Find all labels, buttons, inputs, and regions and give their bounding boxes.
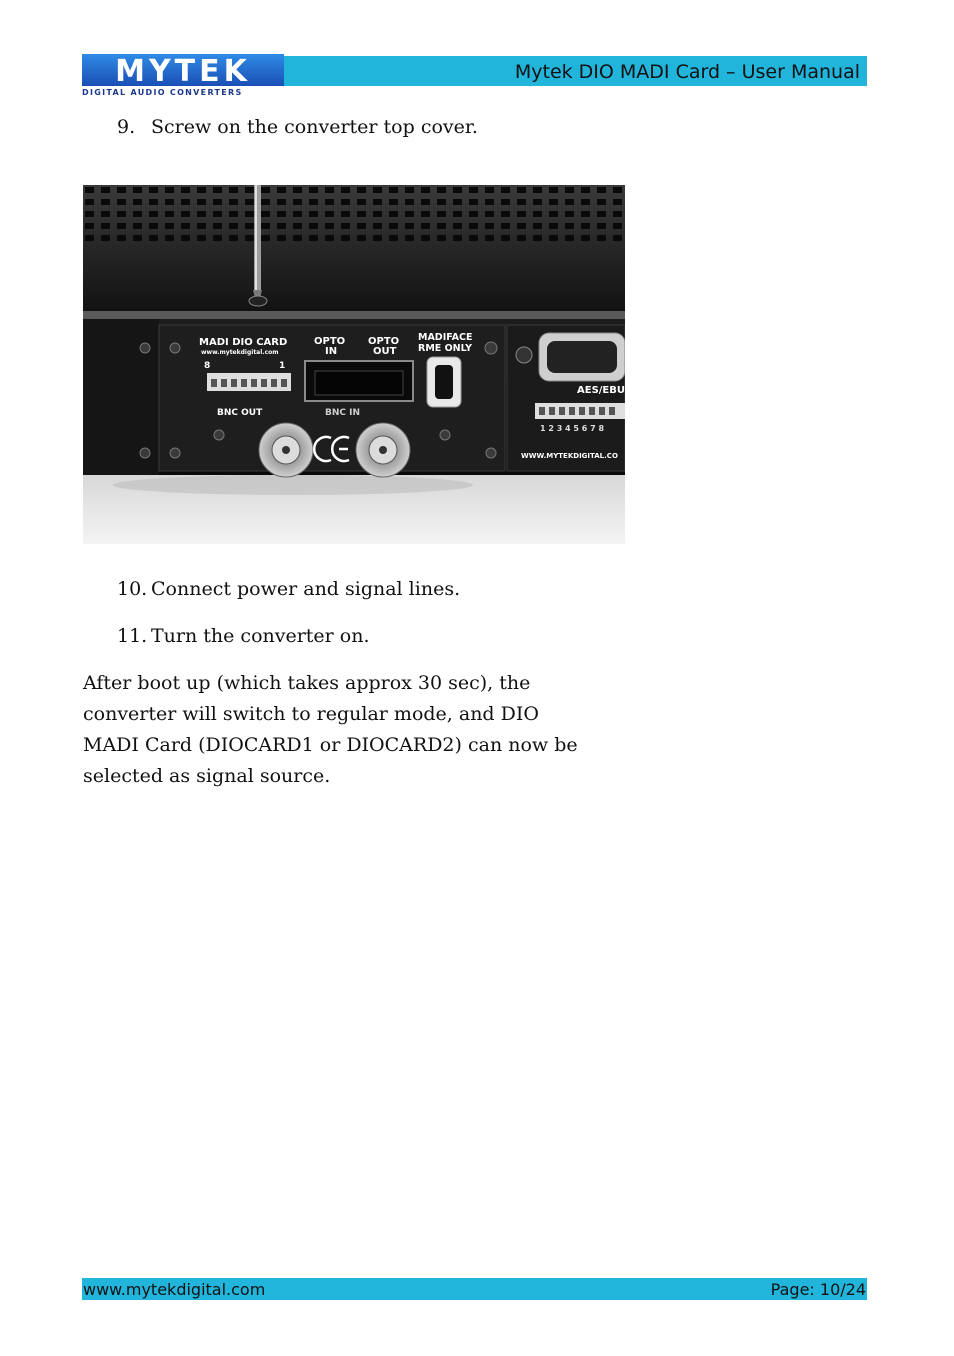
paragraph-line: After boot up (which takes approx 30 sec), the xyxy=(83,672,531,694)
document-title: Mytek DIO MADI Card – User Manual xyxy=(514,61,860,83)
page-number: Page: 10/24 xyxy=(770,1280,866,1299)
opto-in-label-2: IN xyxy=(325,346,338,357)
opto-out-label: OPTO xyxy=(368,336,400,347)
card-title-label: MADI DIO CARD xyxy=(199,337,288,348)
bnc-in-label: BNC IN xyxy=(325,408,361,418)
converter-back-panel-photo xyxy=(83,185,625,544)
step-number: 9. xyxy=(117,116,136,138)
logo-subtitle: DIGITAL AUDIO CONVERTERS xyxy=(82,88,243,97)
opto-out-label-2: OUT xyxy=(373,346,397,357)
paragraph-line: MADI Card (DIOCARD1 or DIOCARD2) can now be xyxy=(83,734,578,756)
mytek-logo-mark xyxy=(82,54,284,86)
dip-numbers-label: 1 2 3 4 5 6 7 8 xyxy=(540,424,605,433)
logo-text: MYTEK xyxy=(115,54,251,86)
dip-1-label: 1 xyxy=(279,361,286,371)
header-bar xyxy=(284,56,867,86)
step-number: 10. xyxy=(117,578,148,600)
mytek-logo xyxy=(82,54,286,98)
footer-url: www.mytekdigital.com xyxy=(83,1280,266,1299)
right-url-label: WWW.MYTEKDIGITAL.CO xyxy=(521,452,618,460)
paragraph-line: converter will switch to regular mode, and DIO xyxy=(83,703,539,725)
paragraph-line: selected as signal source. xyxy=(83,765,331,787)
step-9 xyxy=(117,116,478,138)
madiface-label: MADIFACE xyxy=(418,332,473,343)
bnc-out-label: BNC OUT xyxy=(217,408,263,418)
step-10 xyxy=(117,578,461,600)
dip-8-label: 8 xyxy=(204,361,211,371)
aes-ebu-label: AES/EBU xyxy=(577,385,625,396)
card-url-label: www.mytekdigital.com xyxy=(201,349,279,356)
step-text: Turn the converter on. xyxy=(151,625,370,647)
step-text: Connect power and signal lines. xyxy=(151,578,461,600)
footer-bar xyxy=(82,1278,867,1300)
step-text: Screw on the converter top cover. xyxy=(151,116,478,138)
opto-in-label: OPTO xyxy=(314,336,346,347)
rme-only-label: RME ONLY xyxy=(418,343,473,354)
boot-paragraph xyxy=(83,668,643,792)
step-11 xyxy=(117,625,370,647)
step-number: 11. xyxy=(117,625,148,647)
